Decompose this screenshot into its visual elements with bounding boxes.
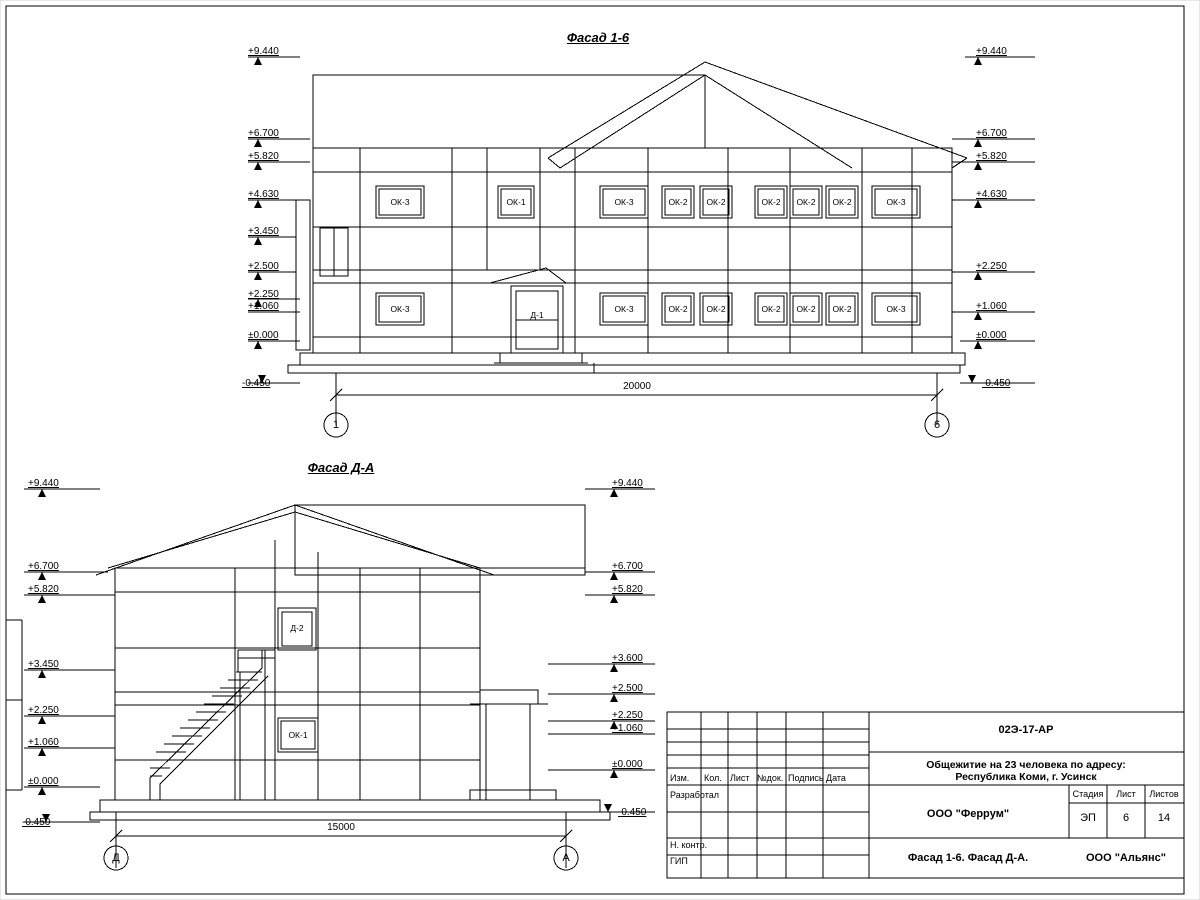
- level-mark-right: ±0.000: [976, 330, 1007, 341]
- window-label: ОК-2: [668, 197, 688, 207]
- level-mark-left: -0.450: [242, 378, 271, 389]
- level-mark-right: -0.450: [618, 807, 647, 818]
- axis-bubble-label: Д: [112, 852, 120, 864]
- role-n-kontr: Н. контр.: [670, 840, 708, 850]
- window-label: ОК-3: [390, 304, 410, 314]
- window-label: ОК-2: [706, 304, 726, 314]
- facade-1-6-title: Фасад 1-6: [566, 30, 630, 45]
- window-label: ОК-2: [706, 197, 726, 207]
- sheet-header: Лист: [1116, 789, 1136, 799]
- level-mark-left: +2.250: [248, 289, 279, 300]
- window-label: ОК-2: [761, 197, 781, 207]
- level-mark-right: +5.820: [612, 584, 643, 595]
- sheets-header: Листов: [1149, 789, 1179, 799]
- sheet-value: 6: [1122, 812, 1130, 824]
- window-label: ОК-3: [614, 197, 634, 207]
- column-header-kol: Кол.: [704, 773, 722, 783]
- approval-organization: ООО "Альянс": [1085, 852, 1167, 864]
- window-label: ОК-2: [668, 304, 688, 314]
- object-name-line2: Республика Коми, г. Усинск: [955, 771, 1097, 783]
- window-label: ОК-2: [832, 197, 852, 207]
- window-label: ОК-3: [390, 197, 410, 207]
- stage-value: ЭП: [1080, 812, 1096, 824]
- window-label: ОК-2: [761, 304, 781, 314]
- axis-bubble-label: 6: [933, 419, 941, 431]
- level-mark-right: +4.630: [976, 189, 1007, 200]
- level-mark-left: +2.250: [28, 705, 59, 716]
- sheet-name: Фасад 1-6. Фасад Д-А.: [907, 852, 1029, 864]
- overall-dimension: 15000: [327, 822, 355, 833]
- level-mark-left: +6.700: [28, 561, 59, 572]
- window-label: ОК-3: [614, 304, 634, 314]
- level-mark-left: +5.820: [248, 151, 279, 162]
- level-mark-left: -0.450: [22, 817, 51, 828]
- level-mark-left: +6.700: [248, 128, 279, 139]
- axis-bubble-label: 1: [332, 419, 340, 431]
- level-mark-left: ±0.000: [28, 776, 59, 787]
- level-mark-right: +6.700: [976, 128, 1007, 139]
- level-mark-left: +9.440: [28, 478, 59, 489]
- object-name-line1: Общежитие на 23 человека по адресу:: [926, 759, 1126, 771]
- window-label: ОК-2: [796, 304, 816, 314]
- door-label: Д-1: [530, 310, 544, 320]
- level-mark-right: +1.060: [612, 723, 643, 734]
- level-mark-right: ±0.000: [612, 759, 643, 770]
- window-label: ОК-3: [886, 304, 906, 314]
- axis-bubble-label: А: [562, 852, 570, 864]
- role-razrabotal: Разработал: [670, 790, 719, 800]
- window-label: ОК-3: [886, 197, 906, 207]
- door-label: Д-2: [290, 623, 304, 633]
- level-mark-right: +6.700: [612, 561, 643, 572]
- designer-organization: ООО "Ферpум": [926, 808, 1010, 820]
- level-mark-left: +5.820: [28, 584, 59, 595]
- facade-d-a-title: Фасад Д-А: [307, 460, 375, 475]
- column-header-podpis: Подпись: [788, 773, 824, 783]
- overall-dimension: 20000: [623, 381, 651, 392]
- window-label: ОК-2: [796, 197, 816, 207]
- level-mark-left: +2.500: [248, 261, 279, 272]
- sheets-value: 14: [1157, 812, 1171, 824]
- level-mark-right: +2.500: [612, 683, 643, 694]
- column-header-izm: Изм.: [670, 773, 690, 783]
- level-mark-right: +1.060: [976, 301, 1007, 312]
- level-mark-left: ±0.000: [248, 330, 279, 341]
- level-mark-right: +9.440: [976, 46, 1007, 57]
- level-mark-right: +5.820: [976, 151, 1007, 162]
- window-label: ОК-1: [506, 197, 526, 207]
- level-mark-left: +1.060: [28, 737, 59, 748]
- level-mark-left: +9.440: [248, 46, 279, 57]
- level-mark-right: +2.250: [612, 710, 643, 721]
- level-mark-right: -0.450: [982, 378, 1011, 389]
- level-mark-right: +2.250: [976, 261, 1007, 272]
- level-mark-left: +3.450: [248, 226, 279, 237]
- window-label: ОК-1: [288, 730, 308, 740]
- column-header-ndoc: №док.: [757, 773, 784, 783]
- drawing-code: 02Э-17-АР: [998, 724, 1054, 736]
- column-header-data: Дата: [826, 773, 846, 783]
- column-header-list: Лист: [730, 773, 750, 783]
- level-mark-right: +9.440: [612, 478, 643, 489]
- level-mark-left: +4.630: [248, 189, 279, 200]
- level-mark-left: +1.060: [248, 301, 279, 312]
- window-label: ОК-2: [832, 304, 852, 314]
- role-gip: ГИП: [670, 856, 688, 866]
- stage-header: Стадия: [1072, 789, 1104, 799]
- level-mark-right: +3.600: [612, 653, 643, 664]
- level-mark-left: +3.450: [28, 659, 59, 670]
